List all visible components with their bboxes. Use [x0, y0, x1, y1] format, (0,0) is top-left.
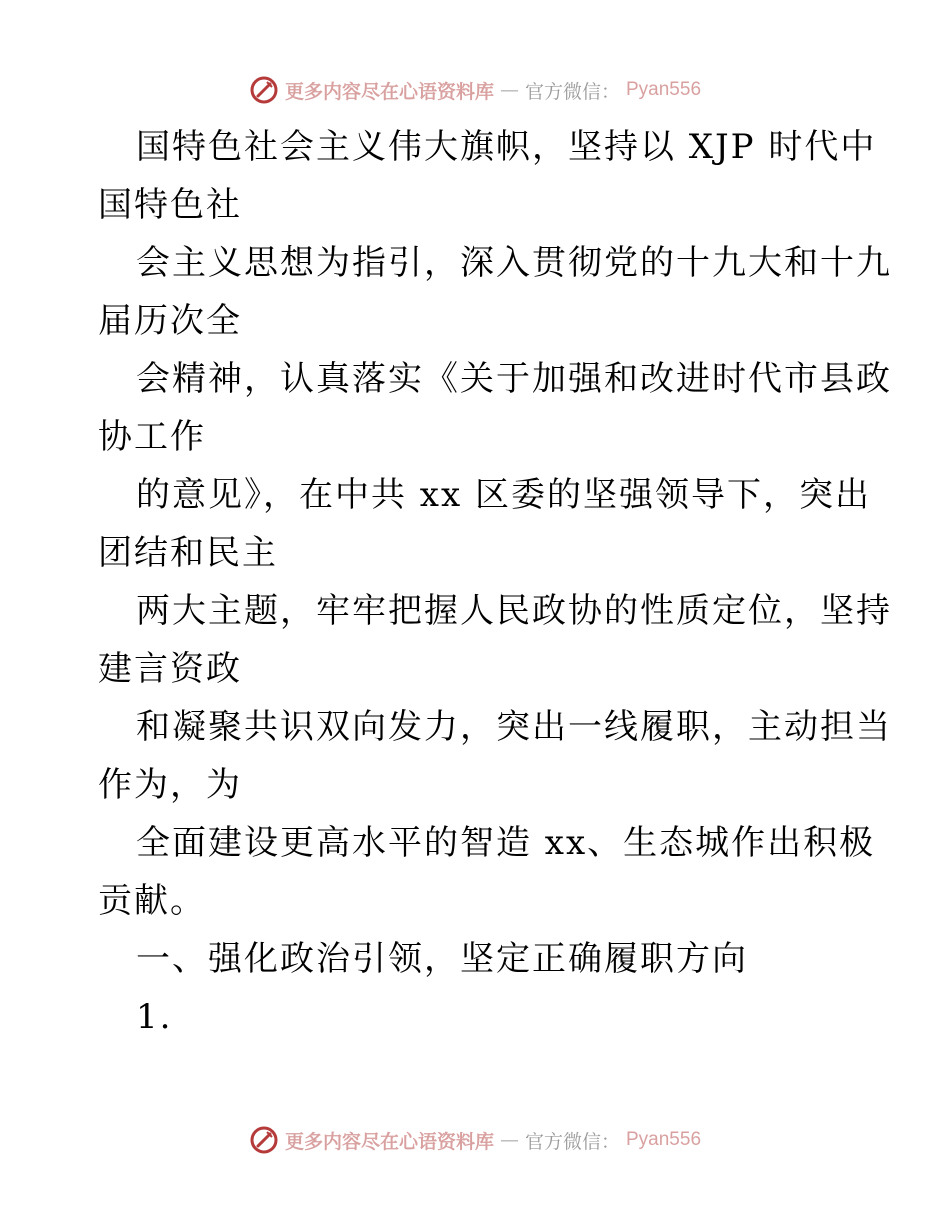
header-banner	[0, 70, 950, 110]
text-line: 届历次全	[98, 301, 242, 341]
text-line: 和凝聚共识双向发力，突出一线履职，主动担当	[136, 707, 892, 747]
text-line: 建言资政	[98, 649, 242, 689]
text-line: 两大主题，牢牢把握人民政协的性质定位，坚持	[136, 591, 892, 631]
text-line: 作为，为	[98, 765, 242, 805]
text-line: 国特色社	[98, 185, 242, 225]
text-line: 团结和民主	[98, 533, 278, 573]
text-line: 会精神，认真落实《关于加强和改进时代市县政	[136, 359, 892, 399]
banner-wechat-account: Pyan556	[626, 1129, 702, 1150]
text-line: 全面建设更高水平的智造 xx、生态城作出积极	[136, 823, 876, 863]
text-line: 贡献。	[98, 881, 206, 921]
section-heading: 一、强化政治引领，坚定正确履职方向	[136, 939, 748, 979]
text-line: 国特色社会主义伟大旗帜，坚持以 XJP 时代中	[136, 127, 877, 167]
banner-dash: —	[499, 79, 519, 101]
pen-logo-icon	[249, 75, 279, 105]
list-number: 1.	[136, 997, 173, 1037]
banner-main-text: 更多内容尽在心语资料库	[284, 80, 494, 103]
document-body	[98, 118, 892, 1046]
pen-logo-icon	[249, 1125, 279, 1155]
banner-wechat-label: 官方微信：	[524, 80, 620, 103]
text-line: 的意见》，在中共 xx 区委的坚强领导下，突出	[136, 475, 871, 515]
banner-main-text: 更多内容尽在心语资料库	[284, 1130, 494, 1153]
banner-wechat-label: 官方微信：	[524, 1130, 620, 1153]
banner-wechat-account: Pyan556	[626, 79, 702, 100]
banner-dash: —	[499, 1129, 519, 1151]
footer-banner	[0, 1120, 950, 1160]
text-line: 会主义思想为指引，深入贯彻党的十九大和十九	[136, 243, 892, 283]
text-line: 协工作	[98, 417, 206, 457]
